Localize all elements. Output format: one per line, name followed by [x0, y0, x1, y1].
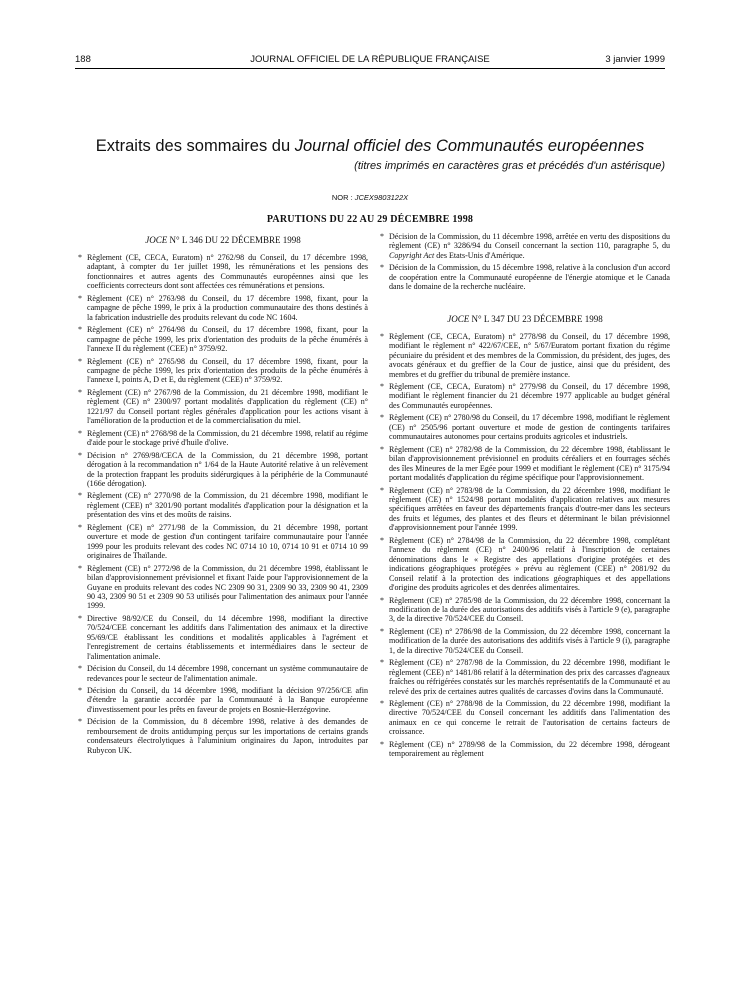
issue-heading [78, 235, 368, 246]
journal-title: JOURNAL OFFICIEL DE LA RÉPUBLIQUE FRANÇAISE [250, 54, 490, 65]
entry-text: Décision de la Commission, du 11 décembre 1998, arrêtée en vertu des dispositions du règlement (CE) n° 3286/94 du Conseil concernant la section 110, paragraphe 5, du [389, 232, 670, 251]
running-header [75, 54, 665, 68]
summary-entry: * Directive 98/92/CE du Conseil, du 14 décembre 1998, modifiant la directive 70/524/CEE concernant les additifs dans l'alimentation des animaux et la directive 95/69/CE établissant les conditions et modalités applicables à l'agrément et l'enregistrement de certains établissements et intermédiaires dans le secteur de l'alimentation animale. [78, 614, 368, 661]
page-number: 188 [75, 54, 91, 65]
header-rule [75, 68, 665, 69]
parutions-heading: PARUTIONS DU 22 AU 29 DÉCEMBRE 1998 [266, 214, 474, 225]
summary-entry: * Règlement (CE) n° 2783/98 de la Commission, du 22 décembre 1998, modifiant le règlement (CE) n° 1524/98 portant modalités d'application relatives aux mesures spécifiques arrêtées en faveur des départements français d'outre-mer dans les secteurs des fruits et légumes, des plantes et des fleurs et déterminant le bilan prévisionnel d'approvisionnement pour l'année 1999. [380, 486, 670, 533]
summary-entry: * Règlement (CE) n° 2780/98 du Conseil, du 17 décembre 1998, modifiant le règlement (CE) n° 2505/96 portant ouverture et mode de gestion de contingents tarifaires communautaires autonomes pour certains produits agricoles et industriels. [380, 413, 670, 441]
summary-entry: * Règlement (CE) n° 2784/98 de la Commission, du 22 décembre 1998, complétant l'annexe du règlement (CE) n° 2400/96 relatif à l'inscription de certaines dénominations dans le « Registre des appellations d'origine protégées et des indications géographiques protégées » prévu au règlement (CEE) n° 2081/92 du Conseil relatif à la protection des indications géographiques et des appellations d'origine des produits agricoles et des denrées alimentaires. [380, 536, 670, 593]
summary-entry: * Règlement (CE) n° 2772/98 de la Commission, du 21 décembre 1998, établissant le bilan d'approvisionnement prévisionnel et fixant l'aide pour l'approvisionnement de la Guyane en produits relevant des codes NC 2309 90 31, 2309 90 33, 2309 90 41, 2309 90 43, 2309 90 51 et 2309 90 53 utilisés pour l'alimentation des animaux pour l'année 1999. [78, 564, 368, 611]
right-column [380, 232, 670, 762]
article-subtitle: (titres imprimés en caractères gras et précédés d'un astérisque) [354, 160, 665, 172]
summary-entry: * Décision du Conseil, du 14 décembre 1998, modifiant la décision 97/256/CE afin d'étendre la garantie accordée par la Communauté à la Banque européenne d'investissement pour les prêts en faveur de projets en Bosnie-Herzégovine. [78, 686, 368, 714]
summary-entry: * Décision n° 2769/98/CECA de la Commission, du 21 décembre 1998, portant dérogation à la recommandation n° 1/64 de la Haute Autorité relative à un relèvement de la protection frappant les produits sidérurgiques à la périphérie de la Communauté (166e dérogation). [78, 451, 368, 489]
nor-label: NOR : [331, 193, 355, 202]
summary-entry: * Règlement (CE) n° 2767/98 de la Commission, du 21 décembre 1998, modifiant le règlement (CE) n° 2300/97 portant modalités d'application du règlement (CE) n° 1221/97 du Conseil portant règles générales d'application pour les actions visant à l'amélioration de la production et de la commercialisation du miel. [78, 388, 368, 426]
summary-entry: * Décision du Conseil, du 14 décembre 1998, concernant un système communautaire de redevances pour le secteur de l'alimentation animale. [78, 664, 368, 683]
summary-entry: * Règlement (CE) n° 2788/98 de la Commission, du 22 décembre 1998, modifiant la directive 70/524/CEE du Conseil concernant les additifs dans l'alimentation des animaux en ce qui concerne le retrait de l'autorisation de certains facteurs de croissance. [380, 699, 670, 737]
left-column [78, 232, 368, 758]
summary-entry: * Règlement (CE, CECA, Euratom) n° 2762/98 du Conseil, du 17 décembre 1998, adaptant, à compter du 1er juillet 1998, les rémunérations et les pensions des fonctionnaires et autres agents des Communautés européennes ainsi que les coefficients correcteurs dont sont affectées ces rémunérations et pensions. [78, 253, 368, 291]
issue-ref: N° L 347 DU 23 DÉCEMBRE 1998 [469, 313, 603, 324]
copyright-act-rest: des Etats-Unis d'Amérique. [434, 250, 525, 260]
summary-entry: * Règlement (CE) n° 2786/98 de la Commission, du 22 décembre 1998, concernant la modification de la durée des autorisations des additifs visés à l'article 9 (i), paragraphe 1, de la directive 70/524/CEE du Conseil. [380, 627, 670, 655]
summary-entry: * Règlement (CE) n° 2789/98 de la Commission, du 22 décembre 1998, dérogeant temporairement au règlement [380, 740, 670, 759]
summary-entry: * Règlement (CE) n° 2763/98 du Conseil, du 17 décembre 1998, fixant, pour la campagne de pêche 1999, le prix à la production communautaire des thons destinés à la fabrication industrielle des produits relevant du code NC 1604. [78, 294, 368, 322]
summary-entry: * Règlement (CE) n° 2768/98 de la Commission, du 21 décembre 1998, relatif au régime d'aide pour le stockage privé d'huile d'olive. [78, 429, 368, 448]
summary-entry: * Règlement (CE) n° 2765/98 du Conseil, du 17 décembre 1998, fixant, pour la campagne de pêche 1999, les prix d'orientation des produits de la pêche énumérés à l'annexe I, points A, D et E, du règlement (CEE) n° 3759/92. [78, 357, 368, 385]
title-italic: Journal officiel des Communautés européennes [294, 137, 645, 155]
nor-code: JCEX9803122X [354, 193, 409, 202]
summary-entry: * Règlement (CE, CECA, Euratom) n° 2778/98 du Conseil, du 17 décembre 1998, modifiant le règlement n° 422/67/CEE, n° 5/67/Euratom portant fixation du régime pécuniaire du président et des membres de la Commission, du président, des juges, des avocats généraux et du greffier de la Cour de justice, ainsi que du président, des membres et du greffier du tribunal de première instance. [380, 332, 670, 379]
issue-ref: N° L 346 DU 22 DÉCEMBRE 1998 [167, 235, 301, 245]
nor-reference [75, 193, 665, 202]
title-prefix: Extraits des sommaires du [95, 137, 295, 155]
copyright-act-italic: Copyright Act [389, 250, 435, 260]
article-title [75, 137, 665, 156]
section-spacer [380, 295, 670, 311]
summary-entry: * Décision de la Commission, du 15 décembre 1998, relative à la conclusion d'un accord de coopération entre la Communauté européenne de l'énergie atomique et le Canada dans le domaine de la recherche nucléaire. [380, 263, 670, 291]
summary-entry: * Règlement (CE) n° 2785/98 de la Commission, du 22 décembre 1998, concernant la modification de la durée des autorisations des additifs visés à l'article 9 (e), paragraphe 3, de la directive 70/524/CEE du Conseil. [380, 596, 670, 624]
summary-entry: * Décision de la Commission, du 8 décembre 1998, relative à des demandes de remboursement de droits antidumping perçus sur les importations de certains grands condensateurs électrolytiques à l'aluminium originaires du Japon, introduites par Rubycon UK. [78, 717, 368, 755]
issue-journal: JOCE [145, 235, 168, 245]
summary-entry: * Règlement (CE) n° 2782/98 de la Commission, du 22 décembre 1998, établissant le bilan d'approvisionnement prévisionnel en produits céréaliers et en fourrages séchés des îles Mineures de la mer Egée pour 1999 et modifiant le règlement (CE) n° 3175/94 portant modalités d'application du régime spécifique pour l'approvisionnement. [380, 445, 670, 483]
summary-entry [380, 232, 670, 260]
issue-heading [380, 314, 670, 325]
summary-entry: * Règlement (CE) n° 2770/98 de la Commission, du 21 décembre 1998, modifiant le règlement (CEE) n° 3201/90 portant modalités d'application pour la désignation et la présentation des vins et des moûts de raisins. [78, 491, 368, 519]
issue-journal: JOCE [447, 313, 470, 324]
summary-entry: * Règlement (CE) n° 2764/98 du Conseil, du 17 décembre 1998, fixant, pour la campagne de pêche 1999, les prix d'orientation des produits de la pêche énumérés à l'annexe II du règlement (CEE) n° 3759/92. [78, 325, 368, 353]
summary-entry: * Règlement (CE) n° 2771/98 de la Commission, du 21 décembre 1998, portant ouverture et mode de gestion d'un contingent tarifaire communautaire pour l'année 1999 pour les produits relevant des codes NC 0714 10 10, 0714 10 91 et 0714 10 99 originaires de Thaïlande. [78, 523, 368, 561]
summary-entry: * Règlement (CE) n° 2787/98 de la Commission, du 22 décembre 1998, modifiant le règlement (CEE) n° 1481/86 relatif à la détermination des prix des carcasses d'agneaux fraîches ou réfrigérées constatés sur les marchés représentatifs de la Communauté et au relevé des prix de certaines autres qualités de carcasses d'ovins dans la Communauté. [380, 658, 670, 696]
summary-entry: * Règlement (CE, CECA, Euratom) n° 2779/98 du Conseil, du 17 décembre 1998, modifiant le règlement financier du 21 décembre 1977 applicable au budget général des Communautés européennes. [380, 382, 670, 410]
issue-date: 3 janvier 1999 [605, 54, 665, 65]
